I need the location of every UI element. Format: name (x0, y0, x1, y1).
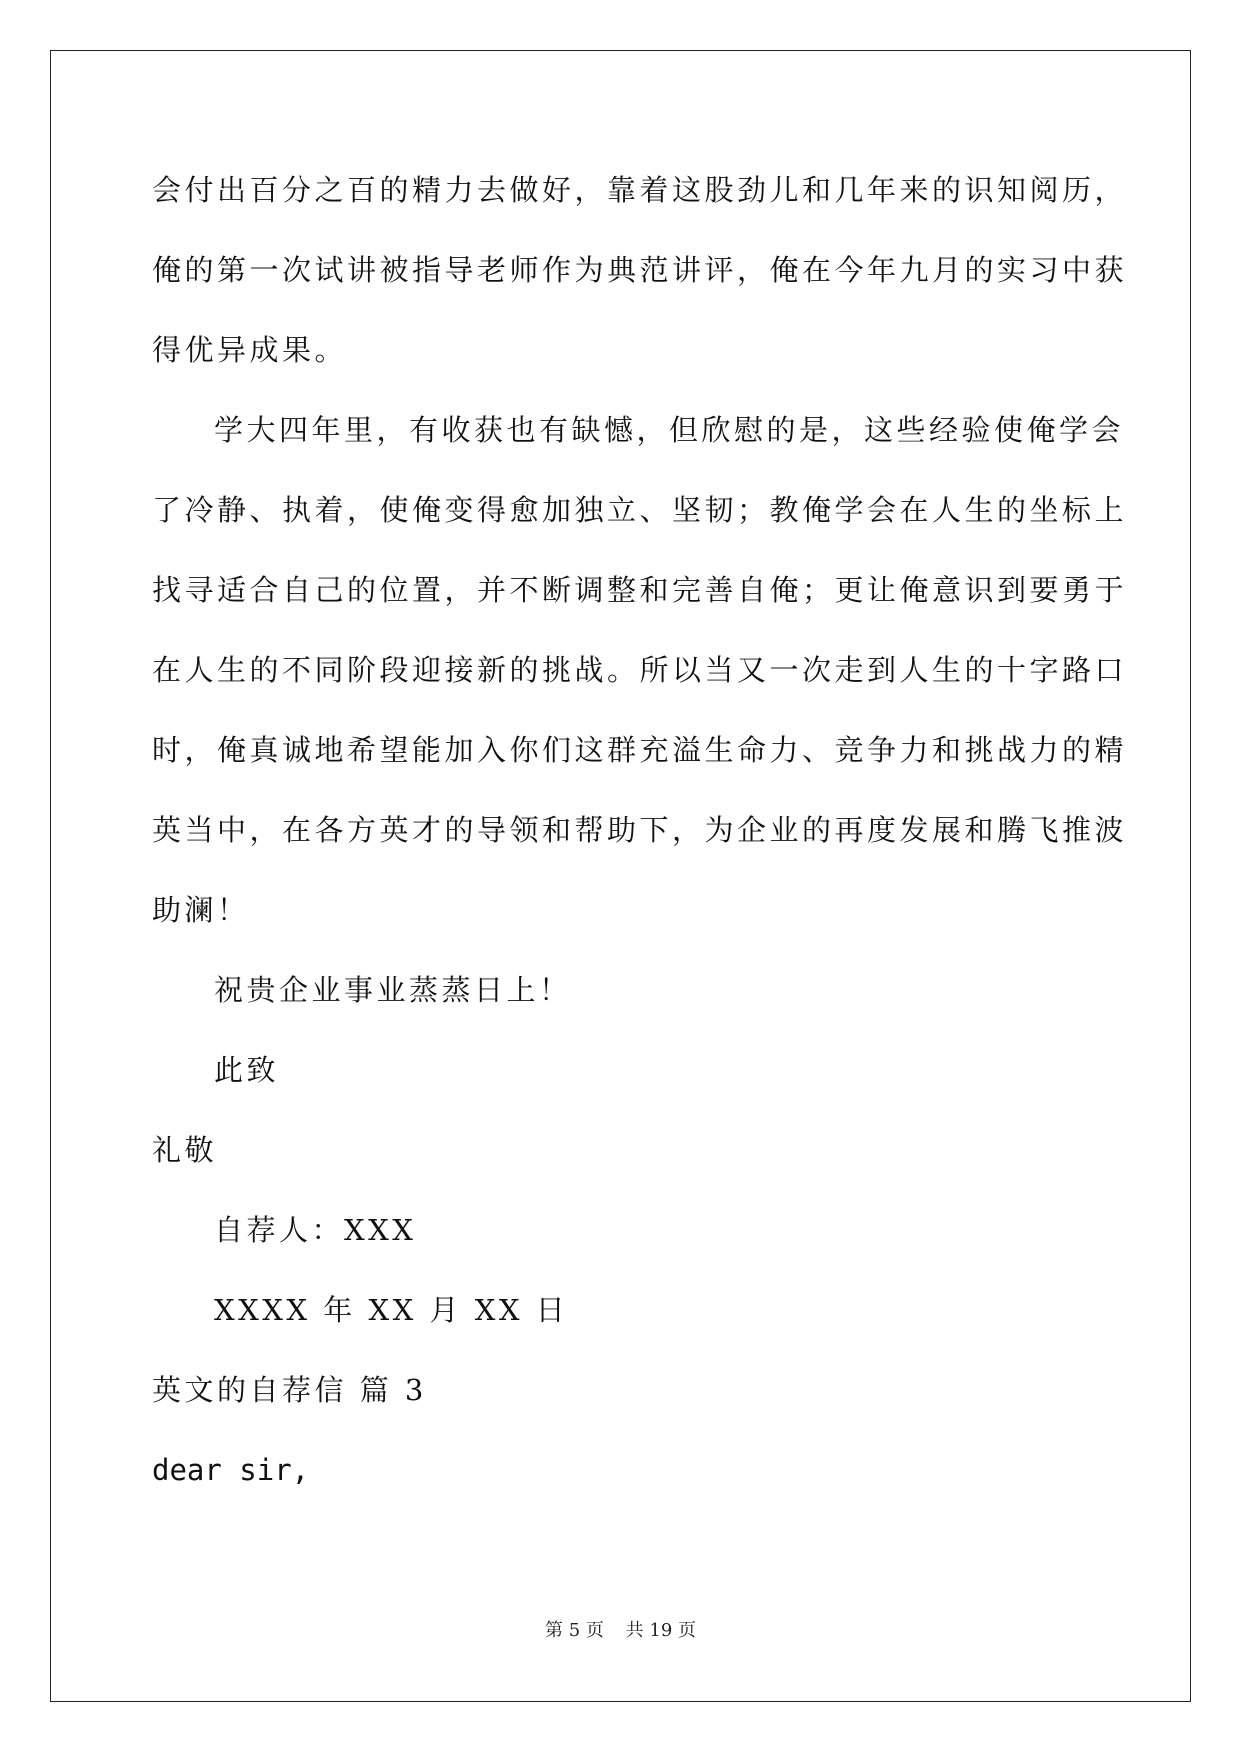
paragraph-line: 助澜！ (152, 893, 250, 927)
paragraph-line: 学大四年里，有收获也有缺憾，但欣慰的是，这些经验使俺学会 (214, 413, 1125, 447)
letter-greeting: dear sir, (152, 1453, 310, 1487)
paragraph-line: 会付出百分之百的精力去做好，靠着这股劲儿和几年来的识知阅历， (152, 173, 1128, 207)
paragraph-line: 俺的第一次试讲被指导老师作为典范讲评，俺在今年九月的实习中获 (152, 253, 1128, 287)
date-line: XXXX 年 XX 月 XX 日 (214, 1293, 569, 1327)
paragraph-line: 时，俺真诚地希望能加入你们这群充溢生命力、竞争力和挑战力的精 (152, 733, 1128, 767)
salutation-close: 此致 (214, 1053, 280, 1087)
page-total: 共 19 页 (625, 1620, 696, 1641)
paragraph-line: 在人生的不同阶段迎接新的挑战。所以当又一次走到人生的十字路口 (152, 653, 1128, 687)
section-heading: 英文的自荐信 篇 3 (152, 1373, 427, 1407)
document-body (152, 150, 1128, 1510)
paragraph-line: 英当中，在各方英才的导领和帮助下，为企业的再度发展和腾飞推波 (152, 813, 1128, 847)
signature-line: 自荐人：XXX (214, 1213, 417, 1247)
paragraph-line: 得优异成果。 (152, 333, 348, 367)
paragraph-line: 找寻适合自己的位置，并不断调整和完善自俺；更让俺意识到要勇于 (152, 573, 1128, 607)
salutation-respect: 礼敬 (152, 1133, 218, 1167)
paragraph-line: 了冷静、执着，使俺变得愈加独立、坚韧；教俺学会在人生的坐标上 (152, 493, 1128, 527)
page-footer (0, 1616, 1241, 1642)
closing-wish: 祝贵企业事业蒸蒸日上！ (214, 973, 572, 1007)
page-number: 第 5 页 (545, 1620, 604, 1641)
